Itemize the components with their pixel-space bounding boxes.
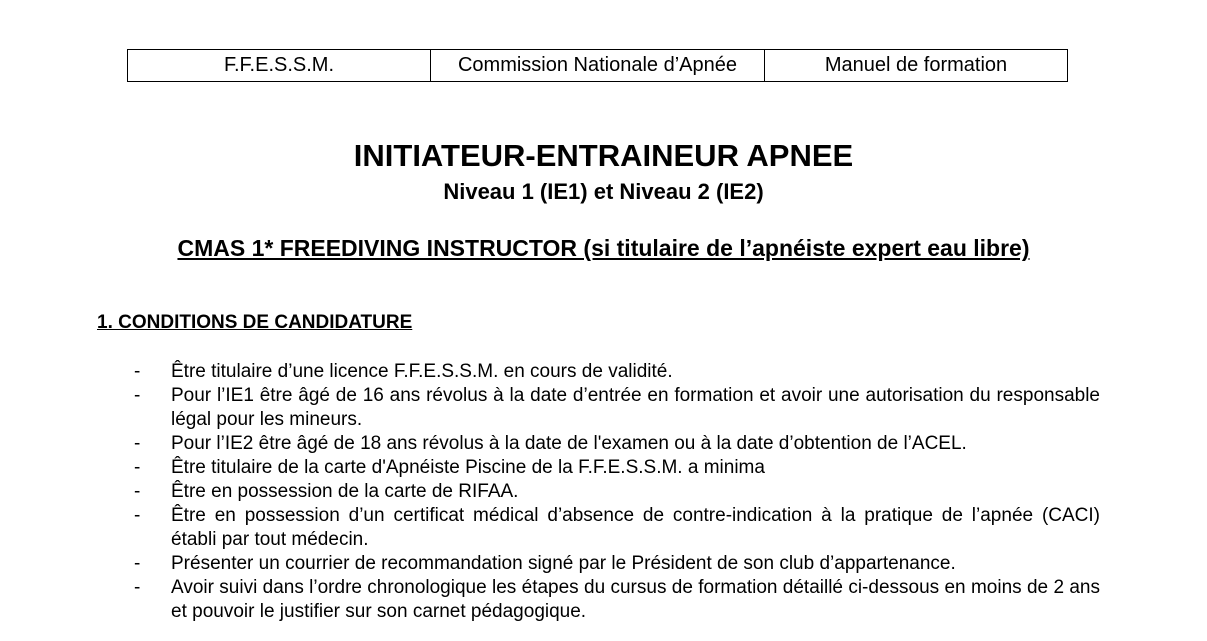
list-item — [130, 576, 1100, 624]
list-item-text: Être en possession de la carte de RIFAA. — [171, 481, 519, 502]
bullet-dash: - — [134, 553, 141, 574]
bullet-dash: - — [134, 577, 141, 598]
bullet-dash: - — [134, 457, 141, 478]
list-item-text: Être en possession d’un certificat médical d’absence de contre-indication à la pratique de l’apnée (CACI) établi par tout médecin. — [171, 505, 1100, 550]
header-commission: Commission Nationale d’Apnée — [431, 50, 765, 82]
list-item-text: Être titulaire de la carte d'Apnéiste Piscine de la F.F.E.S.S.M. a minima — [171, 457, 765, 478]
document-header-table — [127, 49, 1068, 82]
list-item — [130, 432, 1100, 456]
list-item-text: Présenter un courrier de recommandation signé par le Président de son club d’appartenance. — [171, 553, 956, 574]
list-item — [130, 504, 1100, 552]
section-heading: 1. CONDITIONS DE CANDIDATURE — [97, 312, 413, 333]
document-header-row — [128, 50, 1068, 82]
bullet-dash: - — [134, 385, 141, 406]
list-item — [130, 552, 1100, 576]
document-subtitle: Niveau 1 (IE1) et Niveau 2 (IE2) — [443, 179, 764, 204]
list-item-text: Pour l’IE2 être âgé de 18 ans révolus à la date de l'examen ou à la date d’obtention de l’ACEL. — [171, 433, 967, 454]
bullet-dash: - — [134, 481, 141, 502]
bullet-dash: - — [134, 361, 141, 382]
header-manual: Manuel de formation — [765, 50, 1068, 82]
header-organization: F.F.E.S.S.M. — [128, 50, 431, 82]
list-item — [130, 456, 1100, 480]
document-title: INITIATEUR-ENTRAINEUR APNEE — [353, 138, 854, 173]
bullet-dash: - — [134, 505, 141, 526]
cmas-title: CMAS 1* FREEDIVING INSTRUCTOR (si titulaire de l’apnéiste expert eau libre) — [177, 235, 1030, 261]
bullet-dash: - — [134, 433, 141, 454]
list-item — [130, 360, 1100, 384]
list-item — [130, 480, 1100, 504]
list-item-text: Avoir suivi dans l’ordre chronologique les étapes du cursus de formation détaillé ci-dessous en moins de 2 ans et pouvoir le justifier sur son carnet pédagogique. — [171, 577, 1100, 622]
list-item — [130, 384, 1100, 432]
list-item-text: Pour l’IE1 être âgé de 16 ans révolus à la date d’entrée en formation et avoir une autorisation du responsable légal pour les mineurs. — [171, 385, 1100, 430]
requirements-list — [130, 360, 1100, 624]
list-item-text: Être titulaire d’une licence F.F.E.S.S.M. en cours de validité. — [171, 361, 673, 382]
